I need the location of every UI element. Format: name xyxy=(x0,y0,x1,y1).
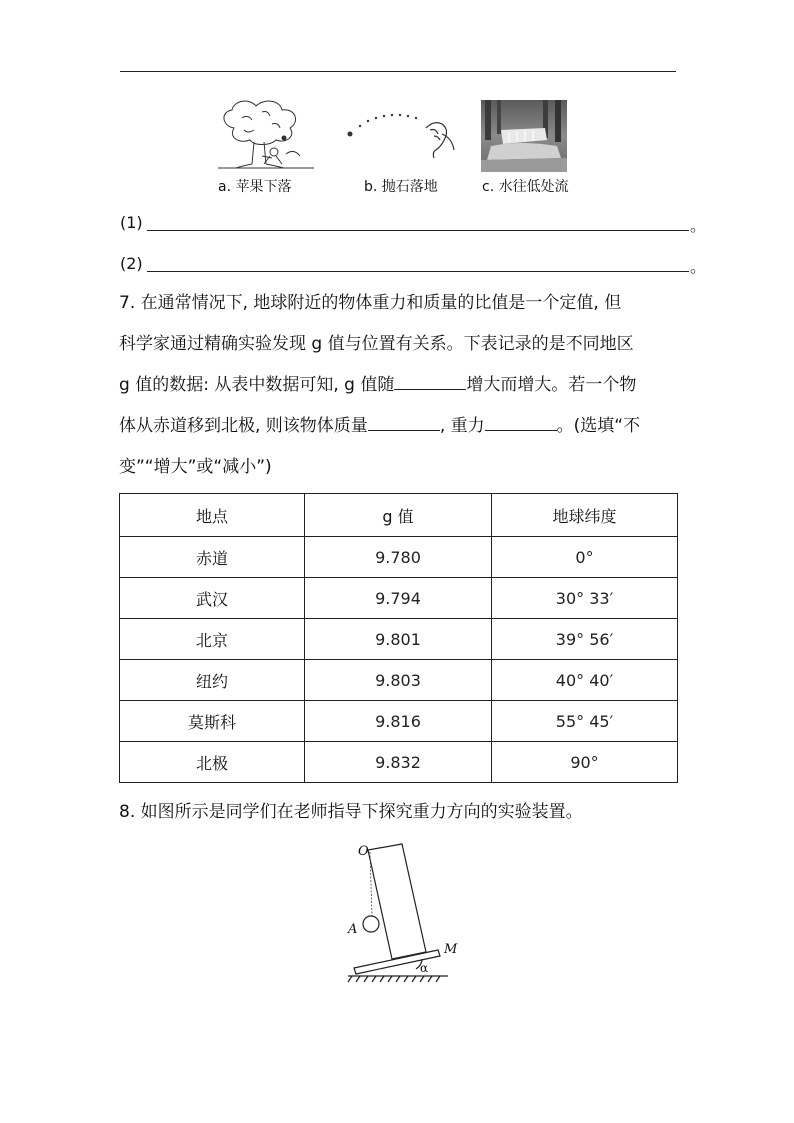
answer-label-2: (2) xyxy=(120,254,143,273)
table-row xyxy=(120,537,678,578)
label-point-o: O xyxy=(358,844,369,859)
blank-gravity[interactable] xyxy=(485,412,557,431)
table-row xyxy=(120,660,678,701)
table-cell-gvalue: 9.780 xyxy=(305,537,492,578)
top-rule xyxy=(120,71,676,72)
table-header-location: 地点 xyxy=(120,494,305,537)
table-row xyxy=(120,742,678,783)
table-cell-latitude: 90° xyxy=(492,742,678,783)
blank-gvalue-factor[interactable] xyxy=(394,371,466,390)
table-row xyxy=(120,701,678,742)
figure-caption-a: a. 苹果下落 xyxy=(218,179,292,195)
table-cell-gvalue: 9.794 xyxy=(305,578,492,619)
table-cell-latitude: 0° xyxy=(492,537,678,578)
answer-input-line-1[interactable] xyxy=(147,229,689,231)
label-angle-alpha: α xyxy=(420,961,429,975)
gravity-data-table xyxy=(119,493,678,783)
table-cell-gvalue: 9.803 xyxy=(305,660,492,701)
q7-line-3-b: 增大而增大。若一个物 xyxy=(466,375,637,395)
label-board-m: M xyxy=(444,942,458,957)
q7-line-4 xyxy=(119,406,640,447)
table-cell-location: 北极 xyxy=(120,742,305,783)
table-cell-location: 赤道 xyxy=(120,537,305,578)
table-cell-gvalue: 9.801 xyxy=(305,619,492,660)
table-row xyxy=(120,578,678,619)
answer-end-1: 。 xyxy=(690,216,707,235)
figure-caption-b: b. 抛石落地 xyxy=(364,179,438,195)
question-7-text xyxy=(119,283,640,488)
q7-line-4-c: 。(选填“不 xyxy=(556,416,641,436)
plumb-line-apparatus-icon xyxy=(340,838,470,984)
gravity-direction-apparatus-diagram xyxy=(340,838,470,984)
q7-line-1: 7. 在通常情况下, 地球附近的物体重力和质量的比值是一个定值, 但 xyxy=(119,293,622,313)
table-cell-latitude: 30° 33′ xyxy=(492,578,678,619)
table-cell-gvalue: 9.832 xyxy=(305,742,492,783)
table-header-gvalue: g 值 xyxy=(305,494,492,537)
table-cell-latitude: 39° 56′ xyxy=(492,619,678,660)
apple-tree-illustration xyxy=(214,98,320,170)
waterfall-photo xyxy=(481,100,567,172)
figure-caption-c: c. 水往低处流 xyxy=(482,179,569,195)
plumb-bob-a xyxy=(363,916,379,932)
q7-line-3-a: g 值的数据: 从表中数据可知, g 值随 xyxy=(119,375,395,395)
table-cell-latitude: 40° 40′ xyxy=(492,660,678,701)
q7-line-2: 科学家通过精确实验发现 g 值与位置有关系。下表记录的是不同地区 xyxy=(119,334,634,354)
thrown-stone-icon xyxy=(342,108,460,168)
waterfall-photo-icon xyxy=(481,100,567,172)
table-cell-location: 北京 xyxy=(120,619,305,660)
q7-line-4-b: , 重力 xyxy=(439,416,485,436)
table-cell-gvalue: 9.816 xyxy=(305,701,492,742)
answer-label-1: (1) xyxy=(120,213,143,232)
q7-line-4-a: 体从赤道移到北极, 则该物体质量 xyxy=(119,416,368,436)
q7-line-5: 变”“增大”或“减小”) xyxy=(119,457,272,477)
table-cell-location: 纽约 xyxy=(120,660,305,701)
table-header-row xyxy=(120,494,678,537)
answer-end-2: 。 xyxy=(690,257,707,276)
question-8-text: 8. 如图所示是同学们在老师指导下探究重力方向的实验装置。 xyxy=(119,802,583,822)
table-header-latitude: 地球纬度 xyxy=(492,494,678,537)
blank-mass[interactable] xyxy=(368,412,440,431)
table-cell-latitude: 55° 45′ xyxy=(492,701,678,742)
thrown-stone-illustration xyxy=(342,108,460,168)
answer-input-line-2[interactable] xyxy=(147,270,689,272)
table-row xyxy=(120,619,678,660)
table-cell-location: 莫斯科 xyxy=(120,701,305,742)
table-cell-location: 武汉 xyxy=(120,578,305,619)
apple-tree-icon xyxy=(214,98,320,170)
label-point-a: A xyxy=(348,922,358,937)
q7-line-3 xyxy=(119,365,640,406)
